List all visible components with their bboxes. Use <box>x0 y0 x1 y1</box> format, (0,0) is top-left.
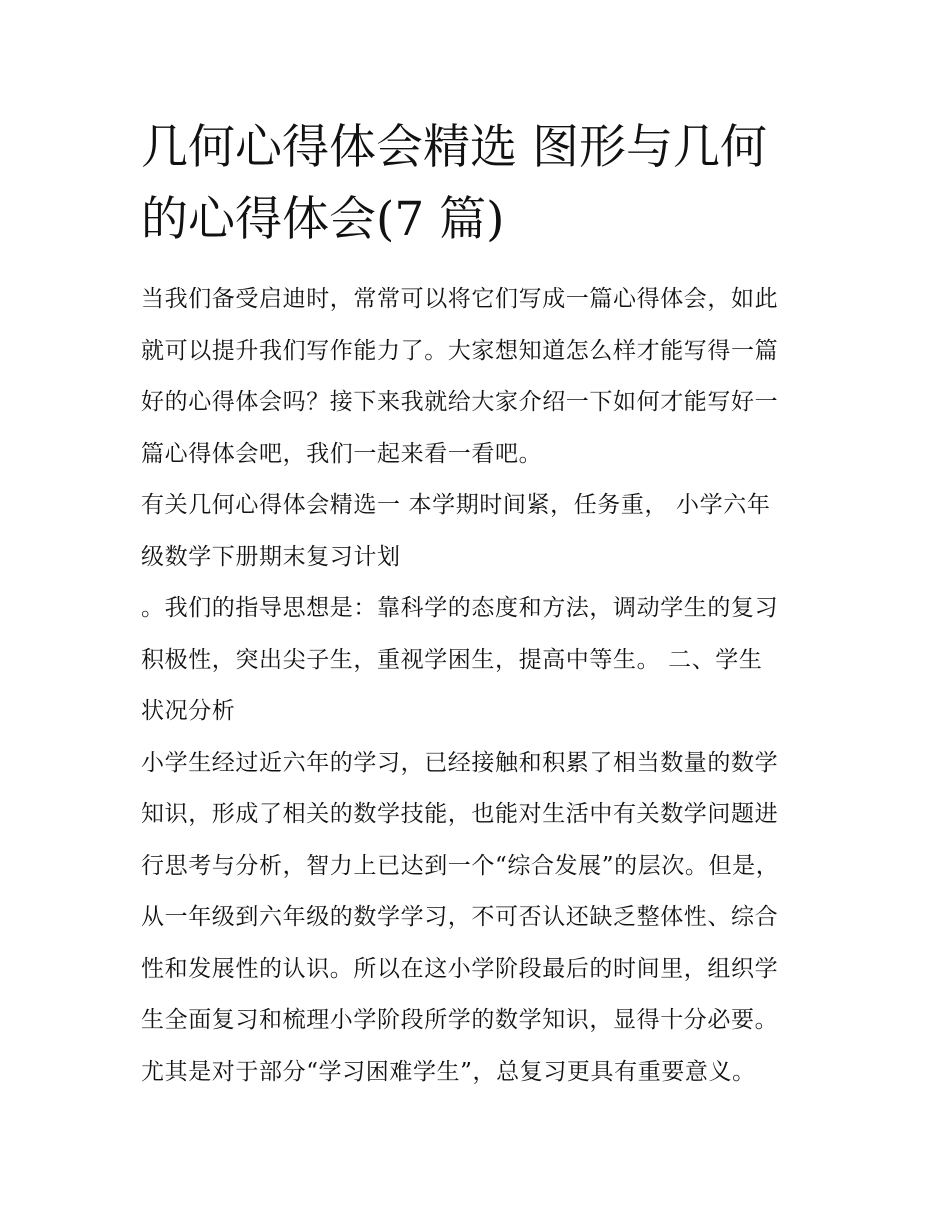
paragraph-section-one <box>141 480 821 583</box>
title-line: 的心得体会(7 篇) <box>141 192 505 247</box>
text-line: 好的心得体会吗？接下来我就给大家介绍一下如何才能写好一 <box>141 389 779 415</box>
paragraph-intro <box>141 274 821 480</box>
title-line: 几何心得体会精选 图形与几何 <box>141 120 767 175</box>
text-line: 级数学下册期末复习计划 <box>141 543 401 570</box>
text-line: 小学生经过近六年的学习，已经接触和积累了相当数量的数学 <box>141 749 779 776</box>
text-line: 知识，形成了相关的数学技能，也能对生活中有关数学问题进 <box>141 801 779 827</box>
text-line: 生全面复习和梳理小学阶段所学的数学知识，显得十分必要。 <box>141 1007 779 1033</box>
text-line: 积极性，突出尖子生，重视学困生，提高中等生。 二、学生 <box>141 646 763 673</box>
paragraph-guiding-idea <box>141 583 821 738</box>
text-line: 尤其是对于部分“学习困难学生”，总复习更具有重要意义。 <box>141 1058 756 1085</box>
text-line: 行思考与分析，智力上已达到一个“综合发展”的层次。但是， <box>141 852 780 879</box>
text-line: 当我们备受启迪时，常常可以将它们写成一篇心得体会，如此 <box>141 286 779 312</box>
document-body <box>141 274 821 1098</box>
paragraph-student-analysis <box>141 738 821 1099</box>
text-line: 状况分析 <box>141 698 236 724</box>
document-title <box>141 112 821 256</box>
text-line: 就可以提升我们写作能力了。大家想知道怎么样才能写得一篇 <box>141 337 779 364</box>
text-line: 。我们的指导思想是：靠科学的态度和方法，调动学生的复习 <box>141 595 779 621</box>
text-line: 篇心得体会吧，我们一起来看一看吧。 <box>141 440 543 467</box>
text-line: 从一年级到六年级的数学学习，不可否认还缺乏整体性、综合 <box>141 904 779 930</box>
text-line: 性和发展性的认识。所以在这小学阶段最后的时间里，组织学 <box>141 955 779 982</box>
text-line: 有关几何心得体会精选一 本学期时间紧，任务重， 小学六年 <box>141 492 771 518</box>
